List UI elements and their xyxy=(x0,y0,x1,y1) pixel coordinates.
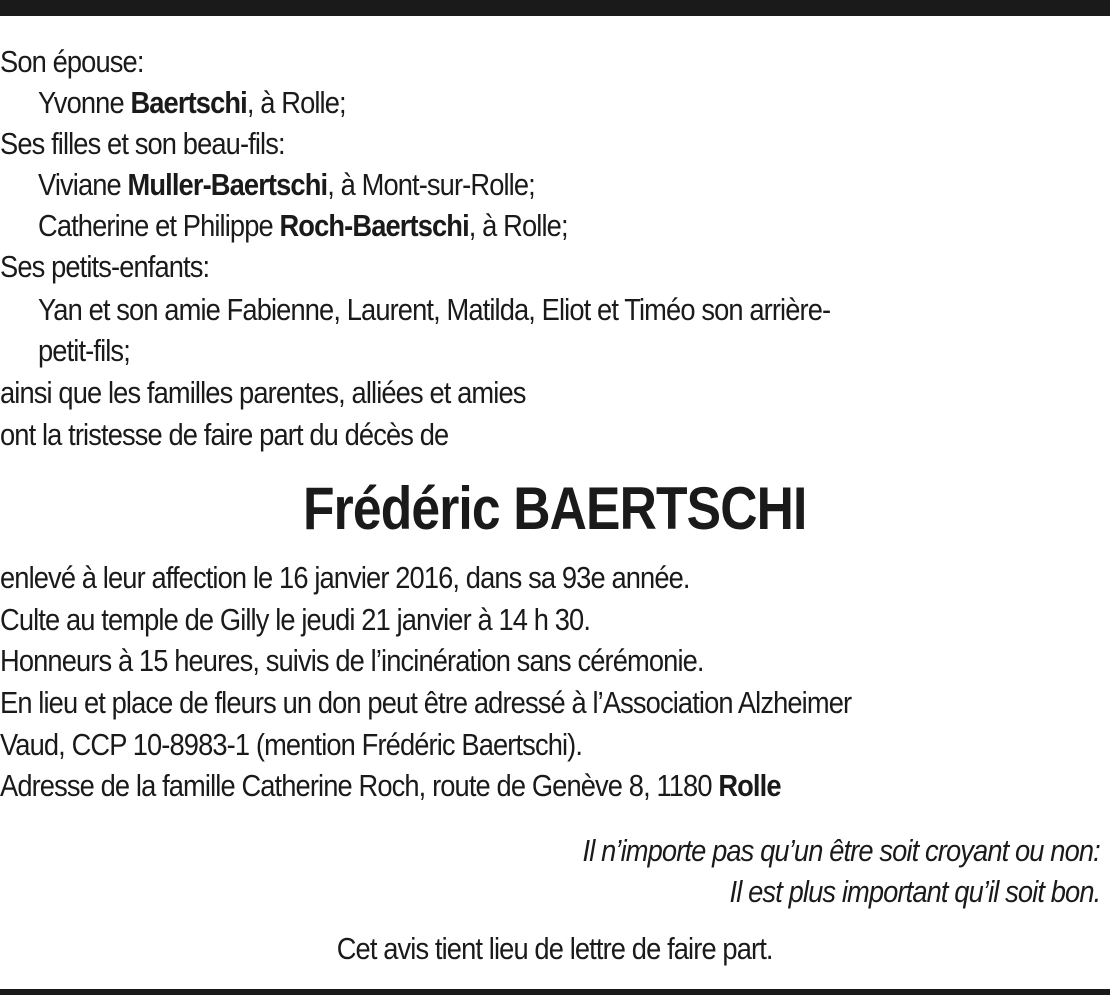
details-line-2: Culte au temple de Gilly le jeudi 21 janvier à 14 h 30. xyxy=(0,602,591,637)
bottom-rule xyxy=(0,989,1110,995)
spouse-first-name: Yvonne xyxy=(38,85,131,120)
child1-surname: Muller-Baertschi xyxy=(127,167,328,202)
family-address xyxy=(0,766,781,806)
address-city: Rolle xyxy=(718,768,781,803)
closing-note xyxy=(0,929,1110,969)
grandchildren-label: Ses petits-enfants: xyxy=(0,249,210,284)
deceased-name xyxy=(0,474,1110,544)
quote-line-2: Il est plus important qu’il soit bon. xyxy=(729,874,1100,909)
details-line-1: enlevé à leur affection le 16 janvier 2016, dans sa 93e année. xyxy=(0,560,690,595)
top-rule xyxy=(0,0,1110,16)
closing-note-text: Cet avis tient lieu de lettre de faire part. xyxy=(337,931,773,966)
announcement-line: ont la tristesse de faire part du décès de xyxy=(0,417,449,452)
quote-line-1: Il n’importe pas qu’un être soit croyant ou non: xyxy=(582,833,1100,868)
children-label: Ses filles et son beau-fils: xyxy=(0,126,285,161)
child2-surname: Roch-Baertschi xyxy=(279,208,469,243)
child1-place: , à Mont-sur-Rolle; xyxy=(327,167,535,202)
child1-line xyxy=(38,165,535,205)
grandchildren-line-1: Yan et son amie Fabienne, Laurent, Matilda, Eliot et Timéo son arrière- xyxy=(38,292,831,327)
spouse-place: , à Rolle; xyxy=(246,85,346,120)
child2-line xyxy=(38,206,568,246)
child2-first-names: Catherine et Philippe xyxy=(38,208,280,243)
child2-place: , à Rolle; xyxy=(468,208,568,243)
grandchildren-line-2: petit-fils; xyxy=(38,333,130,368)
details-line-4: En lieu et place de fleurs un don peut être adressé à l’Association Alzheimer xyxy=(0,685,852,720)
relatives-line: ainsi que les familles parentes, alliées et amies xyxy=(0,375,526,410)
details-line-3: Honneurs à 15 heures, suivis de l’incinération sans cérémonie. xyxy=(0,643,704,678)
details-line-5: Vaud, CCP 10-8983-1 (mention Frédéric Baertschi). xyxy=(0,727,583,762)
deceased-name-text: Frédéric BAERTSCHI xyxy=(303,475,807,542)
spouse-surname: Baertschi xyxy=(130,85,247,120)
spouse-label: Son épouse: xyxy=(0,44,144,79)
child1-first-name: Viviane xyxy=(38,167,128,202)
address-text: Adresse de la famille Catherine Roch, route de Genève 8, 1180 xyxy=(0,768,719,803)
spouse-line xyxy=(38,83,346,123)
